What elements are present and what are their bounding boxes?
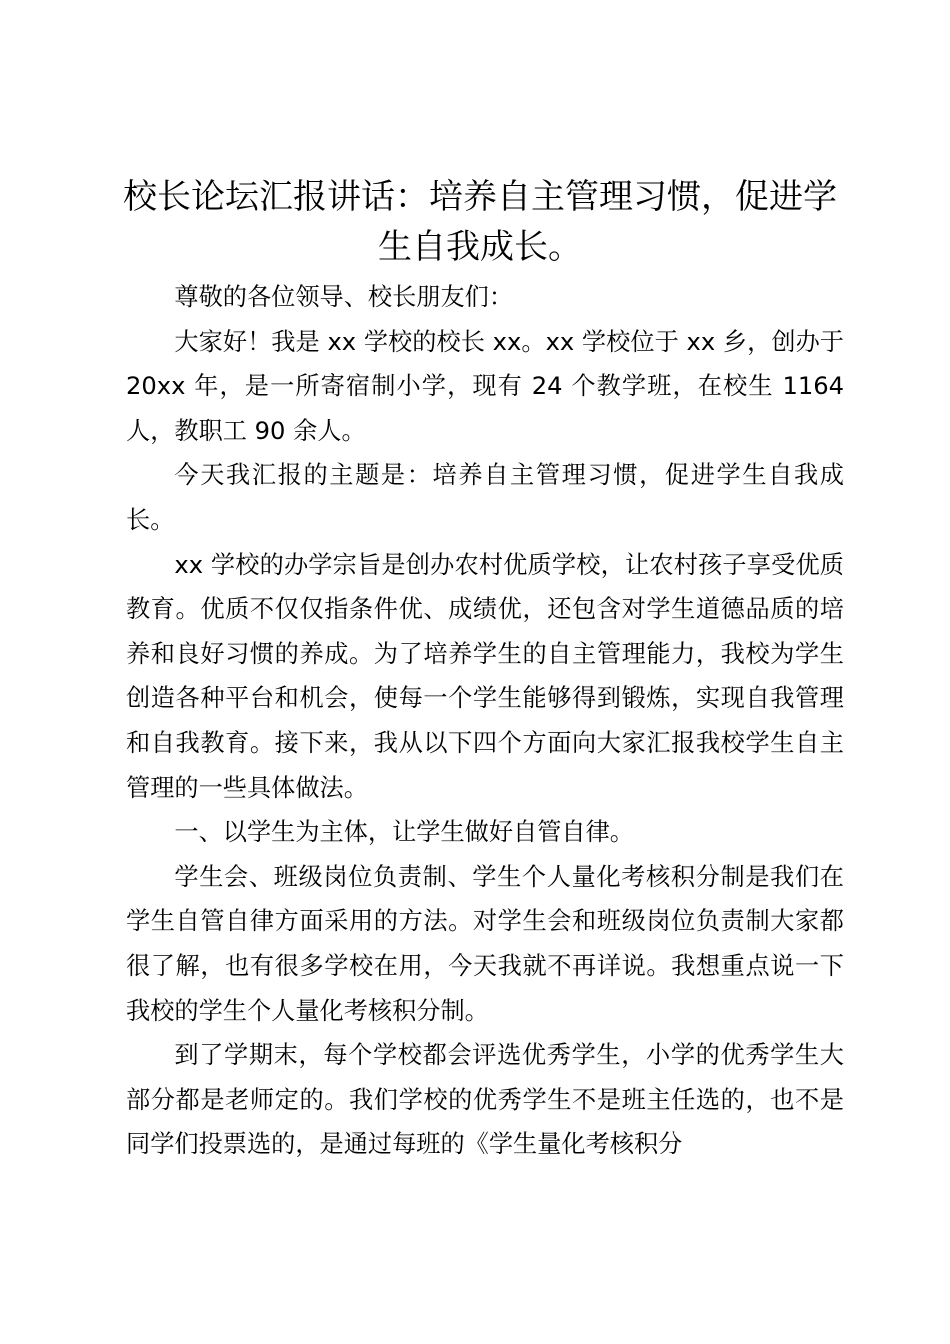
paragraph-introduction: 大家好！我是 xx 学校的校长 xx。xx 学校位于 xx 乡，创办于 20xx 年，是一所寄宿制小学，现有 24 个教学班，在校生 1164 人，教职工 90 余人。 xyxy=(126,327,844,445)
document-body xyxy=(126,275,844,1167)
paragraph-theme: 今天我汇报的主题是：培养自主管理习惯，促进学生自我成长。 xyxy=(126,461,844,534)
paragraph-self-management-methods: 学生会、班级岗位负责制、学生个人量化考核积分制是我们在学生自管自律方面采用的方法。对学生会和班级岗位负责制大家都很了解，也有很多学校在用，今天我就不再详说。我想重点说一下我校的学生个人量化考核积分制。 xyxy=(126,862,844,1025)
paragraph-excellent-students: 到了学期末，每个学校都会评选优秀学生，小学的优秀学生大部分都是老师定的。我们学校的优秀学生不是班主任选的，也不是同学们投票选的，是通过每班的《学生量化考核积分 xyxy=(126,1041,844,1159)
paragraph-salutation: 尊敬的各位领导、校长朋友们： xyxy=(174,283,514,311)
paragraph-school-purpose: xx 学校的办学宗旨是创办农村优质学校，让农村孩子享受优质教育。优质不仅仅指条件优、成绩优，还包含对学生道德品质的培养和良好习惯的养成。为了培养学生的自主管理能力，我校为学生创造各种平台和机会，使每一个学生能够得到锻炼，实现自我管理和自我教育。接下来，我从以下四个方面向大家汇报我校学生自主管理的一些具体做法。 xyxy=(126,550,844,802)
document-title: 校长论坛汇报讲话：培养自主管理习惯，促进学生自我成长。 xyxy=(123,177,837,267)
section-heading-one: 一、以学生为主体，让学生做好自管自律。 xyxy=(174,818,634,847)
